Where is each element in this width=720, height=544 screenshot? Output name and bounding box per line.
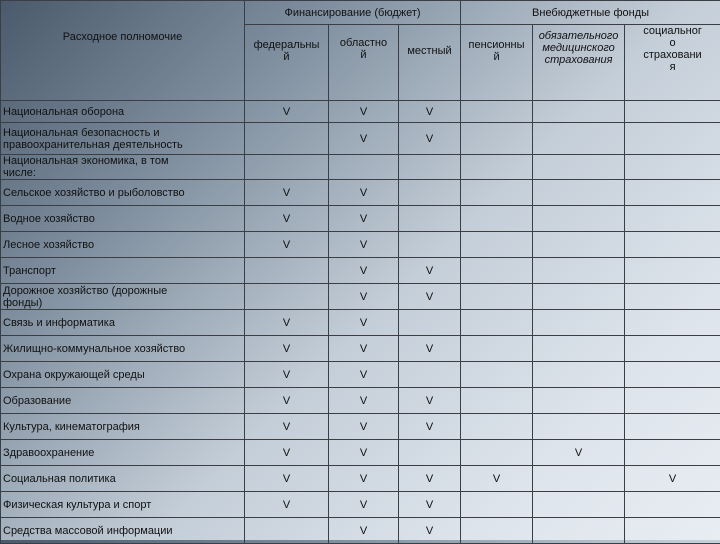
row-expense-power-label: Здравоохранение [3,447,94,459]
table-row [1,284,720,310]
mark-cell-social [625,310,720,336]
check-mark: V [426,499,433,511]
check-mark: V [283,395,290,407]
mark-cell-federal [245,492,329,518]
mark-cell-local [399,284,461,310]
column-header-regional [329,25,399,101]
check-mark: V [360,213,367,225]
row-expense-power-cell [1,466,245,492]
mark-cell-regional [329,123,399,155]
check-mark: V [426,473,433,485]
mark-cell-regional [329,310,399,336]
mark-cell-regional [329,440,399,466]
table-body [1,1,720,544]
column-header-local [399,25,461,101]
group-header-budget-label: Финансирование (бюджет) [284,7,420,19]
column-header-regional-label: областно й [340,37,387,61]
column-header-pension [461,25,533,101]
mark-cell-social [625,388,720,414]
column-header-expense-power [1,1,245,101]
mark-cell-social [625,155,720,180]
mark-cell-pension [461,310,533,336]
table-row [1,232,720,258]
mark-cell-regional [329,101,399,123]
row-expense-power-cell [1,492,245,518]
mark-cell-federal [245,414,329,440]
row-expense-power-cell [1,258,245,284]
mark-cell-medical [533,492,625,518]
mark-cell-social [625,206,720,232]
table-row [1,440,720,466]
mark-cell-pension [461,362,533,388]
column-header-expense-power-label: Расходное полномочие [63,31,183,43]
row-expense-power-label: Лесное хозяйство [3,239,94,251]
mark-cell-medical [533,206,625,232]
table-row [1,466,720,492]
check-mark: V [283,239,290,251]
mark-cell-medical [533,310,625,336]
mark-cell-local [399,492,461,518]
group-header-budget [245,1,461,25]
mark-cell-medical [533,155,625,180]
check-mark: V [360,187,367,199]
check-mark: V [575,447,582,459]
mark-cell-pension [461,258,533,284]
mark-cell-social [625,492,720,518]
mark-cell-social [625,258,720,284]
mark-cell-social [625,336,720,362]
check-mark: V [426,106,433,118]
mark-cell-regional [329,180,399,206]
row-expense-power-label: Водное хозяйство [3,213,95,225]
mark-cell-social [625,284,720,310]
check-mark: V [283,499,290,511]
row-expense-power-cell [1,155,245,180]
check-mark: V [283,317,290,329]
mark-cell-regional [329,362,399,388]
row-expense-power-label: Транспорт [3,265,56,277]
mark-cell-social [625,180,720,206]
mark-cell-social [625,123,720,155]
mark-cell-social [625,466,720,492]
group-header-funds-label: Внебюджетные фонды [532,7,649,19]
row-expense-power-label: Национальная безопасность и правоохранительная деятельность [3,127,183,151]
row-expense-power-label: Социальная политика [3,473,116,485]
mark-cell-federal [245,362,329,388]
check-mark: V [426,133,433,145]
mark-cell-social [625,101,720,123]
mark-cell-pension [461,180,533,206]
mark-cell-federal [245,123,329,155]
table-row [1,388,720,414]
mark-cell-medical [533,440,625,466]
table-row [1,258,720,284]
check-mark: V [669,473,676,485]
table-row [1,362,720,388]
mark-cell-pension [461,284,533,310]
check-mark: V [360,525,367,537]
mark-cell-pension [461,123,533,155]
row-expense-power-label: Национальная экономика, в том числе: [3,155,169,179]
table-row [1,492,720,518]
row-expense-power-label: Охрана окружающей среды [3,369,145,381]
mark-cell-local [399,258,461,284]
row-expense-power-cell [1,310,245,336]
mark-cell-medical [533,414,625,440]
mark-cell-federal [245,155,329,180]
mark-cell-social [625,414,720,440]
check-mark: V [426,421,433,433]
row-expense-power-cell [1,232,245,258]
check-mark: V [360,473,367,485]
mark-cell-medical [533,466,625,492]
mark-cell-social [625,362,720,388]
column-header-social [625,25,720,101]
mark-cell-medical [533,180,625,206]
row-expense-power-label: Национальная оборона [3,106,124,118]
check-mark: V [283,447,290,459]
check-mark: V [360,447,367,459]
mark-cell-federal [245,101,329,123]
row-expense-power-cell [1,180,245,206]
column-header-federal-label: федеральны й [254,39,320,63]
mark-cell-pension [461,336,533,362]
check-mark: V [283,369,290,381]
mark-cell-federal [245,388,329,414]
mark-cell-federal [245,206,329,232]
check-mark: V [360,421,367,433]
check-mark: V [493,473,500,485]
row-expense-power-cell [1,388,245,414]
check-mark: V [283,421,290,433]
mark-cell-pension [461,414,533,440]
row-expense-power-label: Физическая культура и спорт [3,499,151,511]
check-mark: V [360,369,367,381]
mark-cell-medical [533,362,625,388]
check-mark: V [426,291,433,303]
row-expense-power-label: Дорожное хозяйство (дорожные фонды) [3,285,167,309]
mark-cell-local [399,440,461,466]
check-mark: V [360,343,367,355]
check-mark: V [283,106,290,118]
mark-cell-pension [461,388,533,414]
mark-cell-pension [461,440,533,466]
table-row [1,310,720,336]
mark-cell-regional [329,336,399,362]
mark-cell-medical [533,123,625,155]
row-expense-power-cell [1,362,245,388]
row-expense-power-label: Жилищно-коммунальное хозяйство [3,343,185,355]
mark-cell-local [399,180,461,206]
mark-cell-regional [329,206,399,232]
column-header-pension-label: пенсионны й [469,39,525,63]
row-expense-power-label: Культура, кинематография [3,421,140,433]
mark-cell-local [399,336,461,362]
row-expense-power-cell [1,123,245,155]
table-row [1,180,720,206]
mark-cell-local [399,101,461,123]
mark-cell-local [399,310,461,336]
table-row [1,336,720,362]
mark-cell-social [625,232,720,258]
column-header-medical-label: обязательного медицинского страхования [539,30,619,66]
column-header-local-label: местный [407,45,451,57]
mark-cell-social [625,440,720,466]
group-header-extrabudget-funds [461,1,720,25]
check-mark: V [283,343,290,355]
mark-cell-local [399,155,461,180]
mark-cell-pension [461,101,533,123]
check-mark: V [283,473,290,485]
mark-cell-federal [245,336,329,362]
check-mark: V [426,265,433,277]
check-mark: V [360,317,367,329]
check-mark: V [360,499,367,511]
mark-cell-medical [533,101,625,123]
row-expense-power-label: Средства массовой информации [3,525,173,537]
mark-cell-regional [329,232,399,258]
column-header-medical [533,25,625,101]
mark-cell-medical [533,284,625,310]
mark-cell-regional [329,284,399,310]
mark-cell-regional [329,466,399,492]
row-expense-power-label: Образование [3,395,71,407]
mark-cell-pension [461,492,533,518]
mark-cell-local [399,206,461,232]
check-mark: V [360,133,367,145]
check-mark: V [426,343,433,355]
mark-cell-medical [533,232,625,258]
row-expense-power-cell [1,440,245,466]
row-expense-power-cell [1,206,245,232]
table-row [1,101,720,123]
mark-cell-local [399,232,461,258]
check-mark: V [283,187,290,199]
mark-cell-federal [245,284,329,310]
check-mark: V [426,525,433,537]
table-row [1,123,720,155]
check-mark: V [426,395,433,407]
row-expense-power-cell [1,284,245,310]
mark-cell-federal [245,232,329,258]
mark-cell-pension [461,155,533,180]
mark-cell-federal [245,466,329,492]
row-expense-power-cell [1,414,245,440]
column-header-federal [245,25,329,101]
mark-cell-regional [329,388,399,414]
header-row-top [1,1,720,25]
check-mark: V [360,239,367,251]
mark-cell-local [399,466,461,492]
mark-cell-federal [245,180,329,206]
check-mark: V [360,265,367,277]
row-expense-power-cell [1,336,245,362]
mark-cell-medical [533,388,625,414]
row-expense-power-label: Сельское хозяйство и рыболовство [3,187,185,199]
mark-cell-local [399,414,461,440]
mark-cell-federal [245,258,329,284]
table-row [1,414,720,440]
check-mark: V [360,106,367,118]
mark-cell-regional [329,414,399,440]
mark-cell-regional [329,258,399,284]
mark-cell-medical [533,336,625,362]
check-mark: V [283,213,290,225]
mark-cell-pension [461,466,533,492]
table-row [1,155,720,180]
column-header-social-label: социальног о страховани я [643,25,702,73]
mark-cell-local [399,362,461,388]
row-expense-power-label: Связь и информатика [3,317,115,329]
table-row [1,206,720,232]
mark-cell-pension [461,206,533,232]
mark-cell-local [399,388,461,414]
mark-cell-regional [329,155,399,180]
mark-cell-federal [245,310,329,336]
check-mark: V [360,395,367,407]
row-expense-power-cell [1,101,245,123]
check-mark: V [360,291,367,303]
mark-cell-local [399,123,461,155]
mark-cell-pension [461,232,533,258]
mark-cell-federal [245,440,329,466]
mark-cell-regional [329,492,399,518]
mark-cell-medical [533,258,625,284]
